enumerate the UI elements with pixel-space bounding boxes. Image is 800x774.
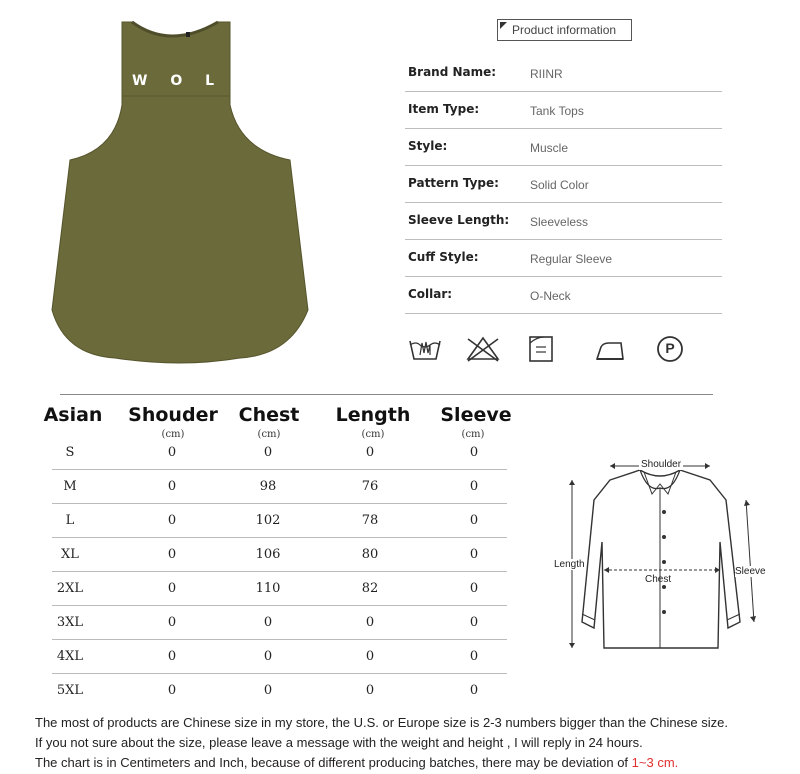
label-length: Length bbox=[554, 559, 585, 570]
cell-shoulder: 0 bbox=[167, 479, 177, 494]
info-value: RIINR bbox=[530, 67, 563, 81]
info-label: Cuff Style: bbox=[408, 250, 479, 264]
cell-shoulder: 0 bbox=[167, 581, 177, 596]
table-row bbox=[52, 572, 507, 606]
iron-icon bbox=[593, 335, 627, 363]
cell-sleeve: 0 bbox=[469, 615, 479, 630]
note-line: If you not sure about the size, please leave a message with the weight and height , I will reply in 24 hours. bbox=[35, 735, 643, 750]
cell-length: 0 bbox=[365, 649, 375, 664]
cell-size: 3XL bbox=[56, 615, 84, 630]
size-notes bbox=[35, 713, 795, 773]
note-line bbox=[35, 753, 795, 773]
info-value: Sleeveless bbox=[530, 215, 589, 229]
tank-logo-text: W O L F bbox=[132, 73, 256, 89]
unit-shoulder: (cm) bbox=[161, 429, 185, 440]
cell-sleeve: 0 bbox=[469, 479, 479, 494]
product-info-title-text: Product information bbox=[512, 23, 617, 37]
cell-size: XL bbox=[61, 547, 79, 562]
cell-sleeve: 0 bbox=[469, 581, 479, 596]
cell-sleeve: 0 bbox=[469, 649, 479, 664]
label-shoulder: Shoulder bbox=[641, 459, 682, 470]
cell-shoulder: 0 bbox=[167, 615, 177, 630]
cell-chest: 0 bbox=[263, 445, 273, 460]
cell-shoulder: 0 bbox=[167, 445, 177, 460]
cell-sleeve: 0 bbox=[469, 547, 479, 562]
hand-wash-icon bbox=[408, 335, 442, 363]
header-sleeve: Sleeve bbox=[440, 404, 512, 426]
table-row bbox=[52, 640, 507, 674]
cell-shoulder: 0 bbox=[167, 649, 177, 664]
cell-size: 5XL bbox=[56, 683, 84, 698]
cell-length: 0 bbox=[365, 445, 375, 460]
header-chest: Chest bbox=[238, 404, 300, 426]
product-info-title bbox=[497, 19, 632, 41]
info-value: O-Neck bbox=[530, 289, 571, 303]
cell-size: L bbox=[65, 513, 75, 528]
section-divider bbox=[60, 394, 713, 395]
cell-sleeve: 0 bbox=[469, 513, 479, 528]
cell-size: 2XL bbox=[56, 581, 84, 596]
cell-length: 78 bbox=[361, 513, 379, 528]
info-label: Item Type: bbox=[408, 102, 480, 116]
info-label: Brand Name: bbox=[408, 65, 497, 79]
cell-shoulder: 0 bbox=[167, 547, 177, 562]
info-label: Sleeve Length: bbox=[408, 213, 510, 227]
header-length: Length bbox=[335, 404, 411, 426]
cell-chest: 0 bbox=[263, 649, 273, 664]
cell-chest: 102 bbox=[255, 513, 281, 528]
deviation-highlight: 1~3 cm. bbox=[631, 755, 679, 770]
cell-length: 0 bbox=[365, 615, 375, 630]
info-row-collar bbox=[405, 277, 722, 314]
info-label: Pattern Type: bbox=[408, 176, 499, 190]
cell-size: 4XL bbox=[56, 649, 84, 664]
table-row bbox=[52, 606, 507, 640]
note-line: The most of products are Chinese size in my store, the U.S. or Europe size is 2-3 numbers bigger than the Chinese size. bbox=[35, 715, 728, 730]
info-row-cuff-style bbox=[405, 240, 722, 277]
info-row-brand bbox=[405, 55, 722, 92]
cell-chest: 110 bbox=[255, 581, 281, 596]
info-label: Style: bbox=[408, 139, 448, 153]
note-text: The chart is in Centimeters and Inch, because of different producing batches, there may be deviation of bbox=[35, 755, 632, 770]
dry-clean-letter: P bbox=[665, 340, 675, 356]
cell-sleeve: 0 bbox=[469, 683, 479, 698]
tank-top-image bbox=[40, 10, 310, 365]
cell-sleeve: 0 bbox=[469, 445, 479, 460]
info-row-style bbox=[405, 129, 722, 166]
cell-chest: 106 bbox=[255, 547, 281, 562]
cell-shoulder: 0 bbox=[167, 513, 177, 528]
info-label: Collar: bbox=[408, 287, 453, 301]
cell-chest: 0 bbox=[263, 615, 273, 630]
label-sleeve: Sleeve bbox=[735, 566, 766, 577]
unit-sleeve: (cm) bbox=[461, 429, 485, 440]
cell-size: M bbox=[63, 479, 77, 494]
info-row-item-type bbox=[405, 92, 722, 129]
info-value: Muscle bbox=[530, 141, 569, 155]
info-value: Solid Color bbox=[530, 178, 589, 192]
unit-length: (cm) bbox=[361, 429, 385, 440]
cell-length: 76 bbox=[361, 479, 379, 494]
measurement-diagram bbox=[548, 452, 773, 662]
table-row bbox=[52, 436, 507, 470]
header-shoulder: Shouder bbox=[128, 404, 218, 426]
info-row-sleeve-length bbox=[405, 203, 722, 240]
info-value: Regular Sleeve bbox=[530, 252, 613, 266]
cell-length: 82 bbox=[361, 581, 379, 596]
cell-size: S bbox=[65, 445, 75, 460]
info-value: Tank Tops bbox=[530, 104, 584, 118]
tumble-dry-icon bbox=[527, 335, 555, 363]
corner-mark-icon bbox=[500, 22, 507, 29]
cell-chest: 98 bbox=[259, 479, 277, 494]
dry-clean-icon bbox=[656, 335, 684, 363]
label-chest: Chest bbox=[645, 574, 672, 585]
cell-length: 0 bbox=[365, 683, 375, 698]
cell-length: 80 bbox=[361, 547, 379, 562]
no-bleach-icon bbox=[464, 335, 502, 363]
cell-shoulder: 0 bbox=[167, 683, 177, 698]
info-row-pattern bbox=[405, 166, 722, 203]
table-row bbox=[52, 504, 507, 538]
table-row bbox=[52, 470, 507, 504]
table-row bbox=[52, 674, 507, 708]
unit-chest: (cm) bbox=[257, 429, 281, 440]
header-asian: Asian bbox=[43, 404, 103, 426]
cell-chest: 0 bbox=[263, 683, 273, 698]
table-row bbox=[52, 538, 507, 572]
